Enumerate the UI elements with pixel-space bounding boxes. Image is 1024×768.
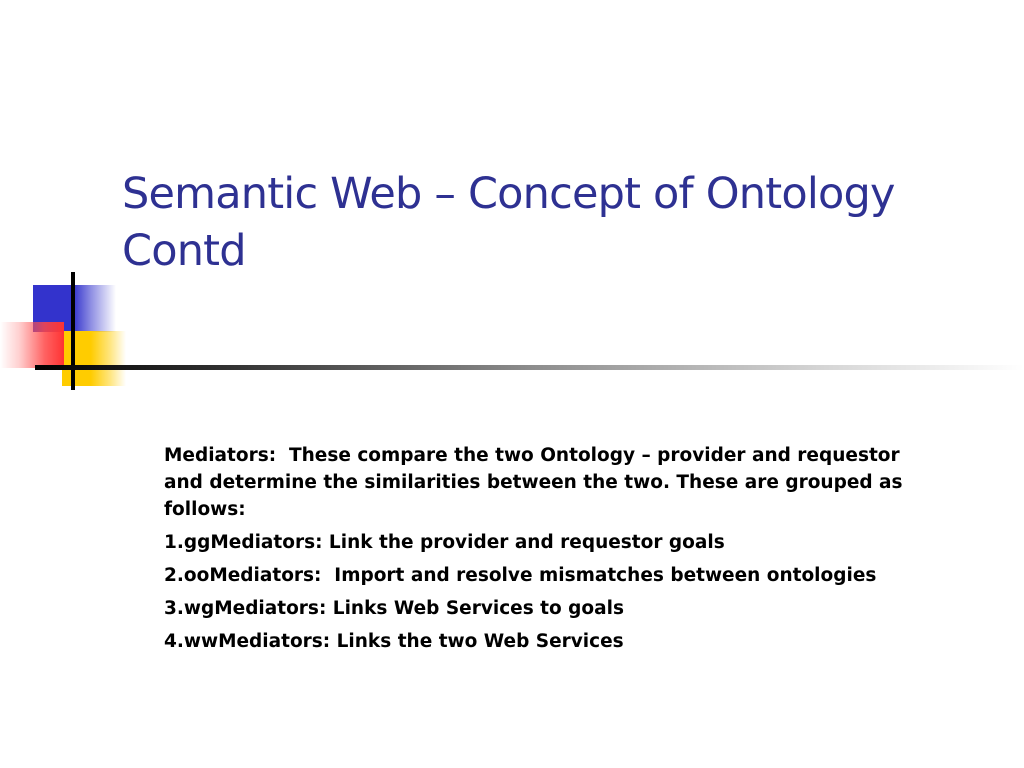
decorative-red-square bbox=[0, 322, 64, 368]
body-paragraph-ww-mediators: 4.wwMediators: Links the two Web Services bbox=[164, 631, 624, 652]
slide-body bbox=[164, 442, 910, 661]
body-paragraph-wg-mediators: 3.wgMediators: Links Web Services to goals bbox=[164, 598, 624, 619]
slide-title bbox=[122, 166, 1002, 280]
decorative-vertical-line bbox=[71, 272, 75, 390]
slide-title-line-1: Semantic Web – Concept of Ontology bbox=[122, 169, 895, 219]
body-paragraph-intro: Mediators: These compare the two Ontology – provider and requestor and determine the similarities between the two. These are grouped as follows: bbox=[164, 445, 910, 520]
slide-title-line-2: Contd bbox=[122, 226, 246, 276]
body-paragraph-oo-mediators: 2.ooMediators: Import and resolve mismatches between ontologies bbox=[164, 565, 877, 586]
title-divider-line bbox=[35, 365, 1024, 370]
body-paragraph-gg-mediators: 1.ggMediators: Link the provider and requestor goals bbox=[164, 532, 725, 553]
